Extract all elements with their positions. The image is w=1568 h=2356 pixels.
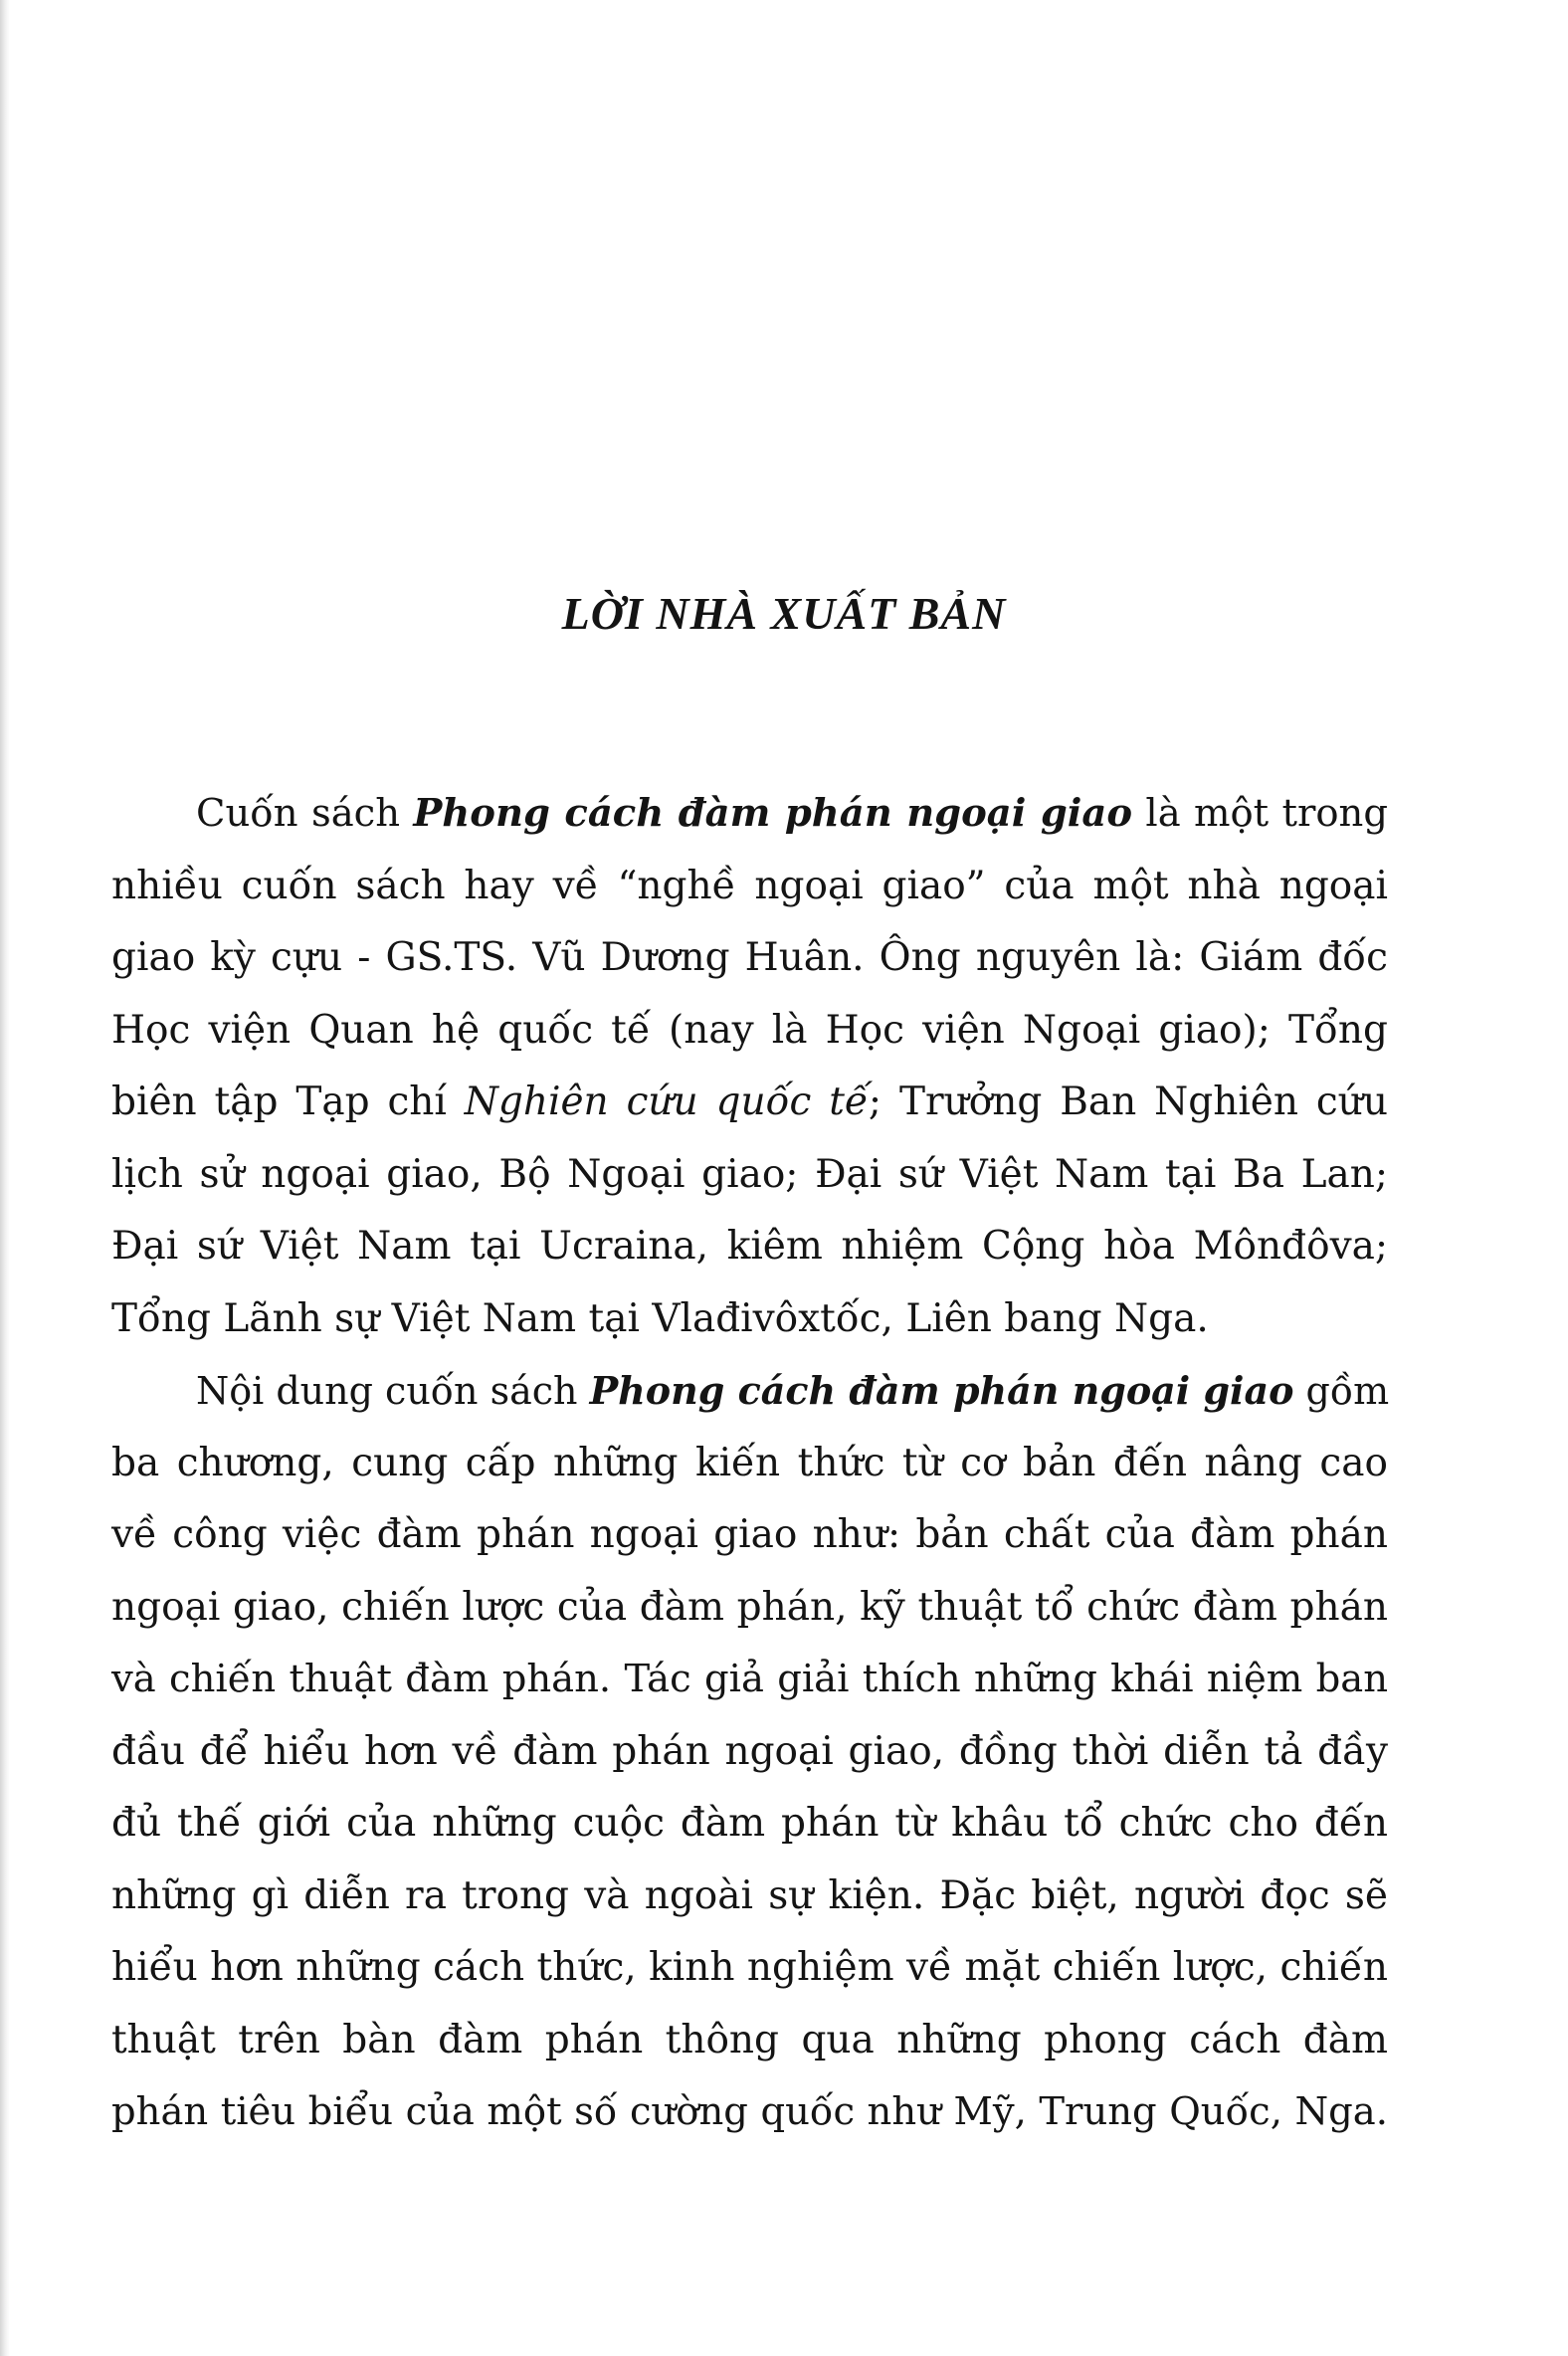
paragraph-1-line-5 bbox=[111, 1067, 1388, 1139]
paragraph-1-line-1 bbox=[111, 778, 1388, 851]
paragraph-2-line-1 bbox=[111, 1355, 1388, 1428]
paragraph-2-line-11: phán tiêu biểu của một số cường quốc như Mỹ, Trung Quốc, Nga. bbox=[111, 2089, 1388, 2134]
body-text bbox=[111, 778, 1388, 2149]
paragraph-2-line-6: đầu để hiểu hơn về đàm phán ngoại giao, đồng thời diễn tả đầy bbox=[111, 1728, 1388, 1774]
text-run: Cuốn sách bbox=[196, 791, 414, 836]
paragraph-2-line-5: và chiến thuật đàm phán. Tác giả giải thích những khái niệm ban bbox=[111, 1657, 1388, 1701]
paragraph-2-line-8: những gì diễn ra trong và ngoài sự kiện. Đặc biệt, người đọc sẽ bbox=[111, 1872, 1388, 1918]
text-run: gồm bbox=[1293, 1369, 1390, 1413]
text-run: biên tập Tạp chí bbox=[111, 1080, 465, 1124]
paragraph-2-line-2: ba chương, cung cấp những kiến thức từ cơ bản đến nâng cao bbox=[111, 1440, 1388, 1485]
paragraph-2-line-3: về công việc đàm phán ngoại giao như: bản chất của đàm phán bbox=[111, 1512, 1388, 1557]
text-run: là một trong bbox=[1132, 791, 1388, 836]
paragraph-1 bbox=[111, 778, 1388, 1355]
paragraph-1-line-8: Tổng Lãnh sự Việt Nam tại Vlađivôxtốc, Liên bang Nga. bbox=[111, 1295, 1209, 1341]
paragraph-1-line-2: nhiều cuốn sách hay về “nghề ngoại giao” của một nhà ngoại bbox=[111, 863, 1388, 908]
paragraph-2 bbox=[111, 1355, 1388, 2149]
paragraph-1-line-3: giao kỳ cựu - GS.TS. Vũ Dương Huân. Ông nguyên là: Giám đốc bbox=[111, 935, 1388, 980]
paragraph-2-line-4: ngoại giao, chiến lược của đàm phán, kỹ thuật tổ chức đàm phán bbox=[111, 1584, 1388, 1630]
page-edge-shadow bbox=[0, 0, 10, 2356]
paragraph-1-line-7: Đại sứ Việt Nam tại Ucraina, kiêm nhiệm Cộng hòa Mônđôva; bbox=[111, 1224, 1388, 1269]
paragraph-2-line-7: đủ thế giới của những cuộc đàm phán từ khâu tổ chức cho đến bbox=[111, 1801, 1388, 1846]
paragraph-1-line-6: lịch sử ngoại giao, Bộ Ngoại giao; Đại sứ Việt Nam tại Ba Lan; bbox=[111, 1151, 1388, 1197]
journal-title-emphasis: Nghiên cứu quốc tế bbox=[464, 1080, 869, 1124]
page-title: LỜI NHÀ XUẤT BẢN bbox=[561, 588, 1007, 639]
text-run: Nội dung cuốn sách bbox=[196, 1369, 590, 1413]
book-title-emphasis: Phong cách đàm phán ngoại giao bbox=[589, 1368, 1294, 1413]
paragraph-2-line-10: thuật trên bàn đàm phán thông qua những phong cách đàm bbox=[111, 2017, 1388, 2062]
paragraph-1-line-4: Học viện Quan hệ quốc tế (nay là Học viện Ngoại giao); Tổng bbox=[111, 1007, 1388, 1053]
paragraph-2-line-9: hiểu hơn những cách thức, kinh nghiệm về mặt chiến lược, chiến bbox=[111, 1945, 1388, 1990]
book-title-emphasis: Phong cách đàm phán ngoại giao bbox=[413, 791, 1133, 836]
text-run: ; Trưởng Ban Nghiên cứu bbox=[868, 1080, 1388, 1124]
